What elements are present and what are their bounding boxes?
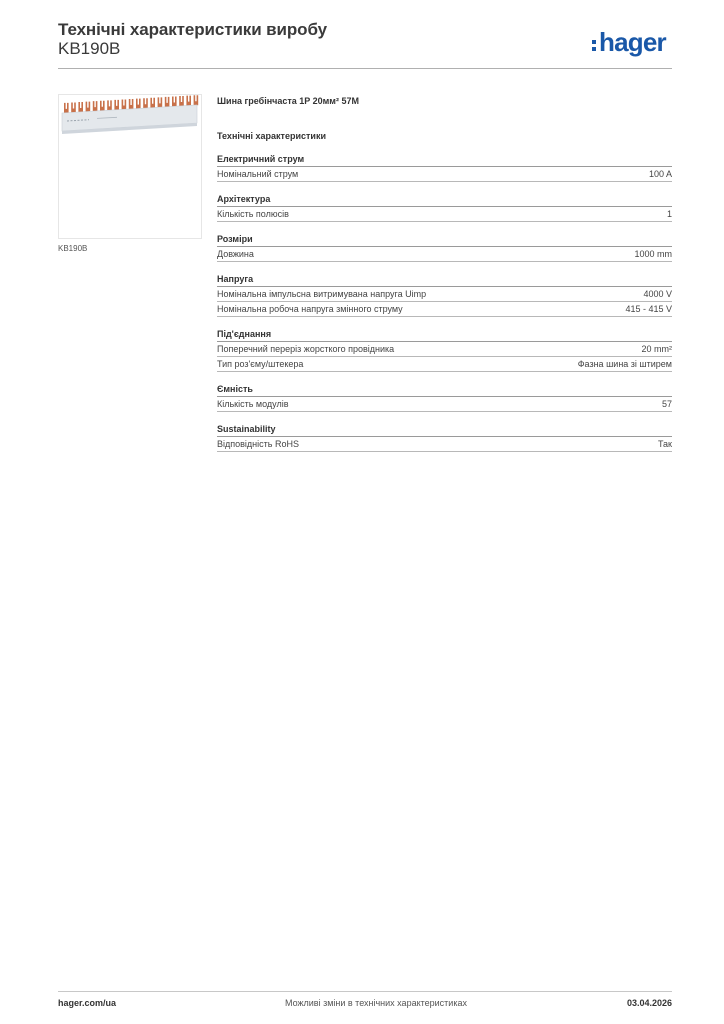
- product-name: Шина гребінчаста 1P 20мм² 57M: [217, 96, 359, 106]
- spec-label: Поперечний переріз жорсткого провідника: [217, 344, 395, 354]
- footer-note: Можливі зміни в технічних характеристиках: [285, 998, 467, 1008]
- busbar-pin: [179, 96, 184, 106]
- spec-label: Номінальний струм: [217, 169, 299, 179]
- spec-value: 415 - 415 V: [625, 304, 672, 314]
- image-caption: KB190B: [58, 244, 88, 253]
- busbar-pin: [143, 98, 148, 108]
- spec-value: 20 mm²: [641, 344, 672, 354]
- section-title: Ємність: [217, 383, 672, 397]
- spec-label: Кількість модулів: [217, 399, 289, 409]
- spec-value: Так: [657, 439, 672, 449]
- spec-row: [217, 357, 672, 372]
- section-sustainability: [217, 423, 672, 452]
- footer-website-link[interactable]: hager.com/ua: [58, 998, 117, 1008]
- spec-value: 57: [661, 399, 672, 409]
- spec-row: [217, 397, 672, 412]
- busbar-pin: [172, 96, 177, 106]
- section-electric-current: [217, 153, 672, 182]
- logo-text: hager: [599, 27, 666, 57]
- busbar-pin: [186, 96, 191, 106]
- comb-busbar-image: [59, 95, 201, 238]
- busbar-pin: [150, 98, 155, 108]
- spec-label: Номінальна імпульсна витримувана напруга Uimp: [217, 289, 427, 299]
- product-image: [58, 94, 202, 239]
- spec-value: 100 A: [648, 169, 672, 179]
- spec-row: [217, 437, 672, 452]
- section-title: Архітектура: [217, 193, 672, 207]
- header-divider: [58, 68, 672, 69]
- spec-area: [217, 95, 672, 452]
- section-title: Sustainability: [217, 423, 672, 437]
- section-title: Розміри: [217, 233, 672, 247]
- section-dimensions: [217, 233, 672, 262]
- section-capacity: [217, 383, 672, 412]
- spec-row: [217, 287, 672, 302]
- product-code-title: KB190B: [58, 39, 121, 58]
- section-title: Електричний струм: [217, 153, 672, 167]
- busbar-pin: [158, 97, 163, 107]
- spec-value: 1: [666, 209, 672, 219]
- spec-label: Довжина: [217, 249, 254, 259]
- hager-logo: [592, 28, 666, 56]
- spec-label: Кількість полюсів: [217, 209, 289, 219]
- page-title: Технічні характеристики виробу: [58, 20, 327, 39]
- busbar-pin: [100, 101, 105, 111]
- spec-label: Номінальна робоча напруга змінного струму: [217, 304, 403, 314]
- busbar-pin: [78, 102, 83, 112]
- busbar-pin: [194, 95, 199, 105]
- spec-row: [217, 302, 672, 317]
- section-architecture: [217, 193, 672, 222]
- busbar-pin: [71, 102, 76, 112]
- spec-value: 1000 mm: [634, 249, 672, 259]
- section-title: Напруга: [217, 273, 672, 287]
- spec-row: [217, 247, 672, 262]
- section-title: Під'єднання: [217, 328, 672, 342]
- spec-row: [217, 207, 672, 222]
- spec-label: Відповідність RoHS: [217, 439, 299, 449]
- busbar-pin: [86, 102, 91, 112]
- section-connection: [217, 328, 672, 372]
- spec-row: [217, 342, 672, 357]
- busbar-pin: [107, 100, 112, 110]
- tech-specs-heading: Технічні характеристики: [217, 131, 326, 141]
- spec-label: Тип роз'єму/штекера: [217, 359, 304, 369]
- spec-value: Фазна шина зі штирем: [577, 359, 672, 369]
- busbar-pin: [129, 99, 134, 109]
- spec-value: 4000 V: [643, 289, 672, 299]
- busbar-pin: [93, 101, 98, 111]
- busbar-pin: [64, 103, 69, 113]
- footer-date: 03.04.2026: [626, 998, 672, 1008]
- busbar-pin: [165, 97, 170, 107]
- busbar-pin: [122, 99, 127, 109]
- footer-divider: [58, 991, 672, 992]
- busbar-pin: [136, 99, 141, 109]
- busbar-pin: [114, 100, 119, 110]
- section-voltage: [217, 273, 672, 317]
- logo-dots-icon: [592, 36, 596, 53]
- spec-row: [217, 167, 672, 182]
